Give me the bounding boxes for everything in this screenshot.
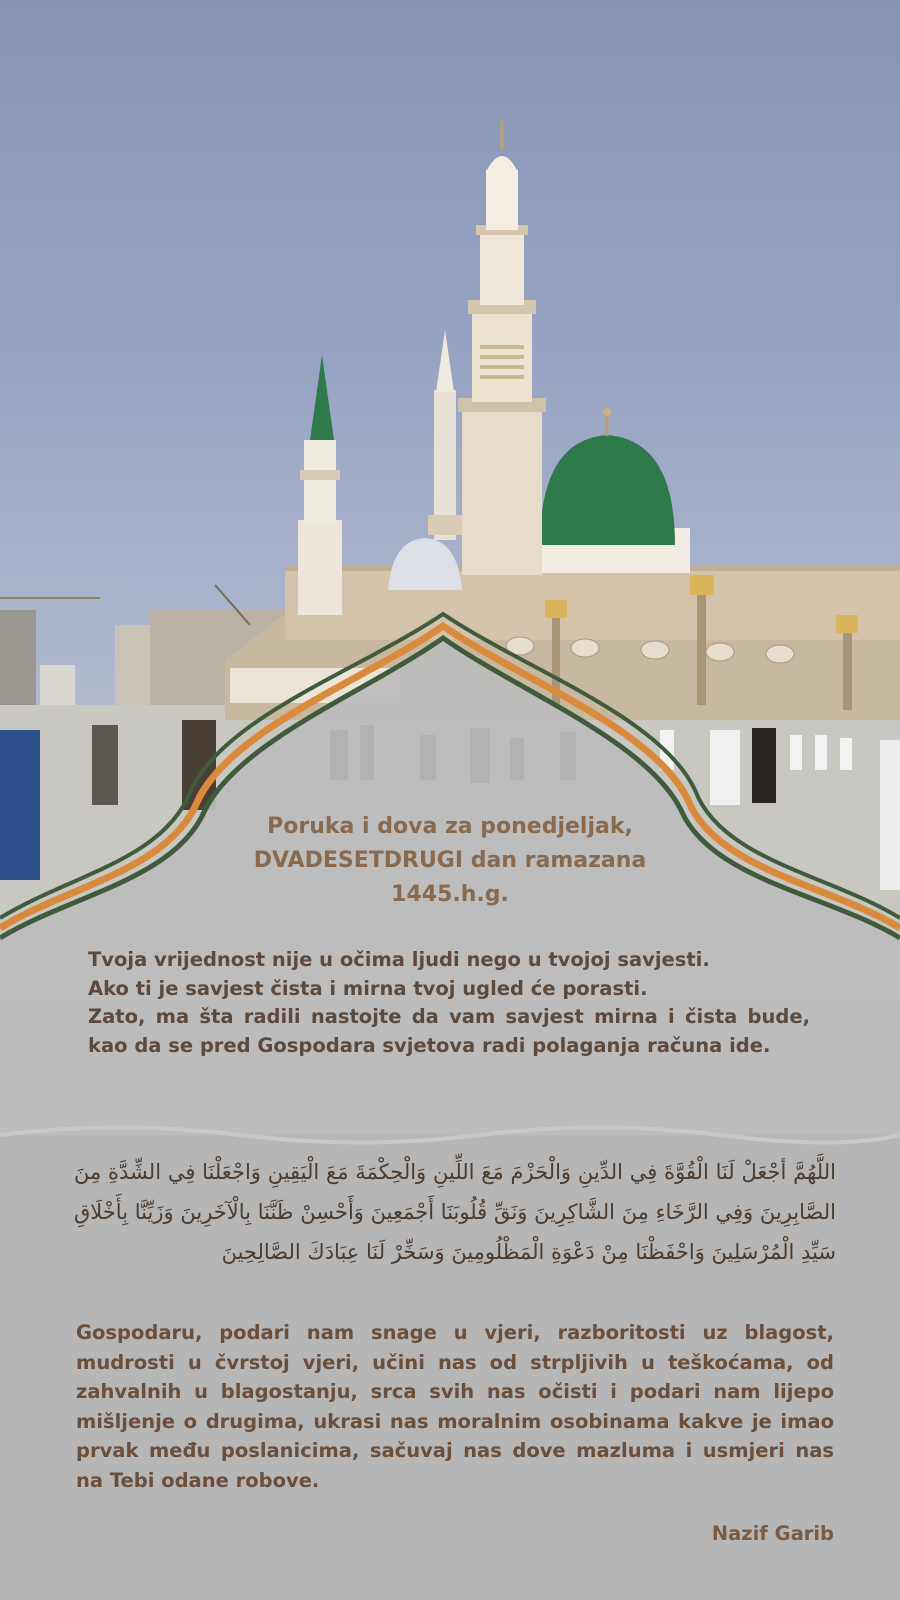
message-line-3: Zato, ma šta radili nastojte da vam savjest mirna i čista bude, kao da se pred Gospodara svjetova radi polaganja računa ide.: [88, 1005, 810, 1057]
page-title: Poruka i dova za ponedjeljak, DVADESETDRUGI dan ramazana 1445.h.g.: [253, 814, 647, 907]
dua-translation: Gospodaru, podari nam snage u vjeri, razboritosti uz blagost, mudrosti u čvrstoj vjeri, učini nas od strpljivih u teškoćama, od zahvalnih u blagostanju, srca svih nas očisti i podari nam lijepo mišljenje o drugima, ukrasi nas moralnim osobinama kakve je imao prvak među poslanicima, sačuvaj nas dove mazluma i usmjeri nas na Tebi odane robove.: [76, 1321, 834, 1492]
message-line-1: Tvoja vrijednost nije u očima ljudi nego u tvojoj savjesti.: [88, 948, 710, 971]
message-line-2: Ako ti je savjest čista i mirna tvoj ugled će porasti.: [88, 976, 648, 1000]
dua-arabic: اللَّهُمَّ أجْعَلْ لَنَا الْقُوَّةَ فِي الدِّينِ وَالْحَزْمَ مَعَ اللِّينِ وَالْحِكْمَةَ مَعَ الْيَقِينِ وَاجْعَلْنَا فِي الشِّدَّةِ مِنَ الصَّابِرِينَ وَفِي الرَّخَاءِ مِنَ الشَّاكِرِينَ وَنَقِّ قُلُوبَنَا أَجْمَعِينَ وَأَحْسِنْ ظَنَّنَا بِالْآخَرِينَ وَزَيِّنَّا بِأَخْلَاقِ سَيِّدِ الْمُرْسَلِينَ وَاحْفَظْنَا مِنْ دَعْوَةِ الْمَظْلُومِينَ وَسَخِّرْ لَنَا عِبَادَكَ الصَّالِحِينَ: [74, 1160, 836, 1264]
author-name: Nazif Garib: [711, 1522, 834, 1545]
daily-message: [88, 946, 810, 1060]
